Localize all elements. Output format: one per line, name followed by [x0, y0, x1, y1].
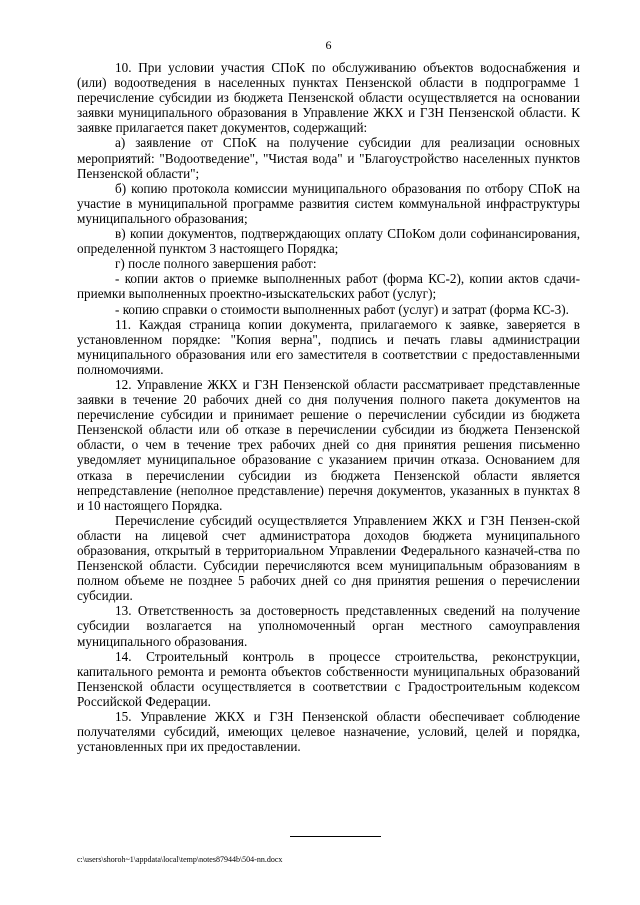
paragraph-10d: г) после полного завершения работ: — [115, 256, 317, 272]
paragraph-10b: б) копию протокола комиссии муниципального образования по отбору СПоК на участие в муниципальной программе развития систем коммунальной инфраструктуры муниципального образования; — [77, 180, 580, 226]
paragraph-10c: в) копии документов, подтверждающих оплату СПоКом доли софинансирования, определенной пунктом 3 настоящего Порядка; — [77, 226, 580, 257]
paragraph-15: 15. Управление ЖКХ и ГЗН Пензенской области обеспечивает соблюдение получателями субсидий, имеющих целевое назначение, условий, целей и порядка, установленных при их предоставлении. — [77, 709, 580, 755]
paragraph-12: 12. Управление ЖКХ и ГЗН Пензенской области рассматривает представленные заявки в течение 20 рабочих дней со дня получения полного пакета документов на перечисление субсидии и принимает решение о перечислении субсидии из бюджета Пензенской области или об отказе в перечислении субсидии из бюджета Пензенской области, о чем в течение трех рабочих дней со дня принятия решения письменно уведомляет муниципальное образование с указанием причин отказа. Основанием для отказа в перечислении субсидии из бюджета Пензенской области является непредставление (неполное представление) перечня документов, указанных в пунктах 8 и 10 настоящего Порядка. — [77, 376, 580, 513]
end-separator-line — [290, 836, 381, 837]
paragraph-10a: а) заявление от СПоК на получение субсидии для реализации основных мероприятий: "Водоотведение", "Чистая вода" и "Благоустройство населенных пунктов Пензенской области"; — [77, 135, 580, 181]
page-number: 6 — [325, 38, 332, 52]
paragraph-10d-2: - копию справки о стоимости выполненных работ (услуг) и затрат (форма КС-3). — [115, 301, 569, 317]
paragraph-14: 14. Строительный контроль в процессе строительства, реконструкции, капитального ремонта и ремонта объектов собственности муниципальных образований Пензенской области осуществляется в соответствии с Градостроительным кодексом Российской Федерации. — [77, 648, 580, 709]
paragraph-11: 11. Каждая страница копии документа, прилагаемого к заявке, заверяется в установленном порядке: "Копия верна", подпись и печать главы администрации муниципального образования или его заместителя в соответствии с предоставленными полномочиями. — [77, 316, 580, 377]
paragraph-12-transfer: Перечисление субсидий осуществляется Управлением ЖКХ и ГЗН Пензен-ской области на лицевой счет администратора доходов бюджета муниципального образования, открытый в территориальном Управлении Федерального казначей-ства по Пензенской области. Субсидии перечисляются всем муниципальным образованиям в полном объеме не позднее 5 рабочих дней со дня принятия решения о перечислении субсидии. — [77, 512, 580, 604]
paragraph-10: 10. При условии участия СПоК по обслуживанию объектов водоснабжения и (или) водоотведения в населенных пунктах Пензенской области в подпрограмме 1 перечисление субсидии из бюджета Пензенской области осуществляется на основании заявки муниципального образования в Управление ЖКХ и ГЗН Пензенской области. К заявке прилагается пакет документов, содержащий: — [77, 60, 580, 136]
footer-file-path: c:\users\shoroh~1\appdata\local\temp\notes87944b\504-nn.docx — [77, 855, 283, 864]
paragraph-13: 13. Ответственность за достоверность представленных сведений на получение субсидии возлагается на уполномоченный орган местного самоуправления муниципального образования. — [77, 603, 580, 649]
paragraph-10d-1: - копии актов о приемке выполненных работ (форма КС-2), копии актов сдачи-приемки выполненных проектно-изыскательских работ (услуг); — [77, 271, 580, 302]
document-body — [77, 60, 580, 754]
